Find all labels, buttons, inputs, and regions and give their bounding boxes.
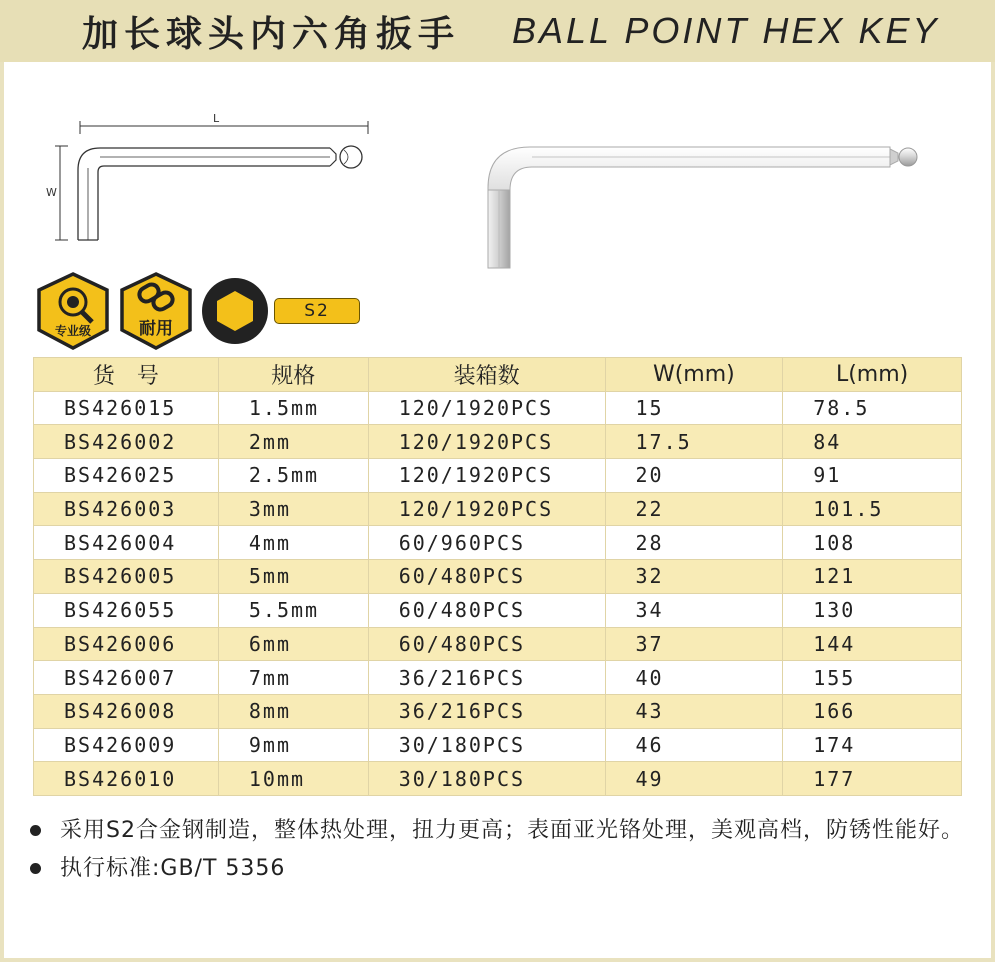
feature-badges (34, 272, 374, 352)
cell-size: 6mm (218, 627, 368, 661)
cell-width: 22 (605, 492, 783, 526)
cell-width: 46 (605, 728, 783, 762)
cell-size: 5.5mm (218, 593, 368, 627)
cell-width: 49 (605, 762, 783, 796)
dimension-diagram (40, 110, 380, 250)
table-row (34, 492, 962, 526)
cell-width: 17.5 (605, 425, 783, 459)
cell-size: 4mm (218, 526, 368, 560)
cell-length: 84 (783, 425, 962, 459)
cell-length: 101.5 (783, 492, 962, 526)
cell-packing: 60/480PCS (368, 560, 605, 594)
cell-size: 9mm (218, 728, 368, 762)
table-row (34, 627, 962, 661)
cell-packing: 60/480PCS (368, 627, 605, 661)
cell-width: 43 (605, 694, 783, 728)
cell-size: 3mm (218, 492, 368, 526)
spec-table (33, 357, 962, 796)
column-header-size: 规格 (218, 358, 368, 392)
cell-packing: 120/1920PCS (368, 492, 605, 526)
cell-item-no: BS426002 (34, 425, 219, 459)
cell-length: 108 (783, 526, 962, 560)
cell-width: 28 (605, 526, 783, 560)
professional-grade-badge (34, 272, 112, 350)
cell-width: 37 (605, 627, 783, 661)
material-badge: S2 (274, 298, 360, 324)
table-row (34, 391, 962, 425)
cell-size: 2mm (218, 425, 368, 459)
table-header-row (34, 358, 962, 392)
column-header-packing: 装箱数 (368, 358, 605, 392)
cell-packing: 30/180PCS (368, 728, 605, 762)
cell-packing: 36/216PCS (368, 661, 605, 695)
column-header-width: W(mm) (605, 358, 783, 392)
cell-length: 174 (783, 728, 962, 762)
cell-item-no: BS426005 (34, 560, 219, 594)
cell-length: 91 (783, 459, 962, 493)
cell-width: 20 (605, 459, 783, 493)
table-row (34, 425, 962, 459)
cell-item-no: BS426007 (34, 661, 219, 695)
cell-length: 155 (783, 661, 962, 695)
cell-length: 130 (783, 593, 962, 627)
table-row (34, 526, 962, 560)
table-row (34, 762, 962, 796)
note-text: 采用S2合金钢制造，整体热处理，扭力更高；表面亚光铬处理，美观高档，防锈性能好。 (60, 818, 964, 843)
cell-size: 8mm (218, 694, 368, 728)
cell-item-no: BS426010 (34, 762, 219, 796)
column-header-length: L(mm) (783, 358, 962, 392)
table-row (34, 593, 962, 627)
length-label: L (213, 112, 220, 125)
table-row (34, 661, 962, 695)
cell-length: 177 (783, 762, 962, 796)
cell-length: 166 (783, 694, 962, 728)
cell-packing: 30/180PCS (368, 762, 605, 796)
cell-packing: 36/216PCS (368, 694, 605, 728)
hex-key-image (480, 140, 930, 275)
bullet-icon (30, 863, 41, 874)
cell-packing: 60/960PCS (368, 526, 605, 560)
professional-grade-label: 专业级 (54, 324, 92, 338)
cell-packing: 120/1920PCS (368, 425, 605, 459)
table-row (34, 560, 962, 594)
cell-packing: 120/1920PCS (368, 391, 605, 425)
table-row (34, 459, 962, 493)
cell-item-no: BS426025 (34, 459, 219, 493)
hex-socket-icon (200, 272, 270, 350)
page-title-en: BALL POINT HEX KEY (512, 10, 940, 51)
note-item (28, 812, 973, 850)
cell-length: 121 (783, 560, 962, 594)
cell-width: 32 (605, 560, 783, 594)
cell-size: 7mm (218, 661, 368, 695)
product-notes (28, 812, 973, 888)
durable-label: 耐用 (139, 319, 173, 339)
cell-item-no: BS426008 (34, 694, 219, 728)
cell-packing: 120/1920PCS (368, 459, 605, 493)
cell-width: 15 (605, 391, 783, 425)
cell-length: 144 (783, 627, 962, 661)
cell-packing: 60/480PCS (368, 593, 605, 627)
cell-item-no: BS426055 (34, 593, 219, 627)
cell-width: 40 (605, 661, 783, 695)
cell-size: 10mm (218, 762, 368, 796)
durable-badge (117, 272, 195, 350)
bullet-icon (30, 825, 41, 836)
cell-width: 34 (605, 593, 783, 627)
width-label: W (46, 186, 57, 199)
cell-item-no: BS426003 (34, 492, 219, 526)
page-title-cn: 加长球头内六角扳手 (82, 14, 461, 55)
note-text: 执行标准:GB/T 5356 (60, 856, 286, 881)
cell-item-no: BS426004 (34, 526, 219, 560)
table-row (34, 728, 962, 762)
header-bar (0, 0, 995, 62)
cell-length: 78.5 (783, 391, 962, 425)
cell-item-no: BS426009 (34, 728, 219, 762)
note-item (28, 850, 973, 888)
cell-size: 1.5mm (218, 391, 368, 425)
cell-item-no: BS426006 (34, 627, 219, 661)
column-header-item-no: 货 号 (34, 358, 219, 392)
cell-item-no: BS426015 (34, 391, 219, 425)
table-row (34, 694, 962, 728)
cell-size: 5mm (218, 560, 368, 594)
cell-size: 2.5mm (218, 459, 368, 493)
